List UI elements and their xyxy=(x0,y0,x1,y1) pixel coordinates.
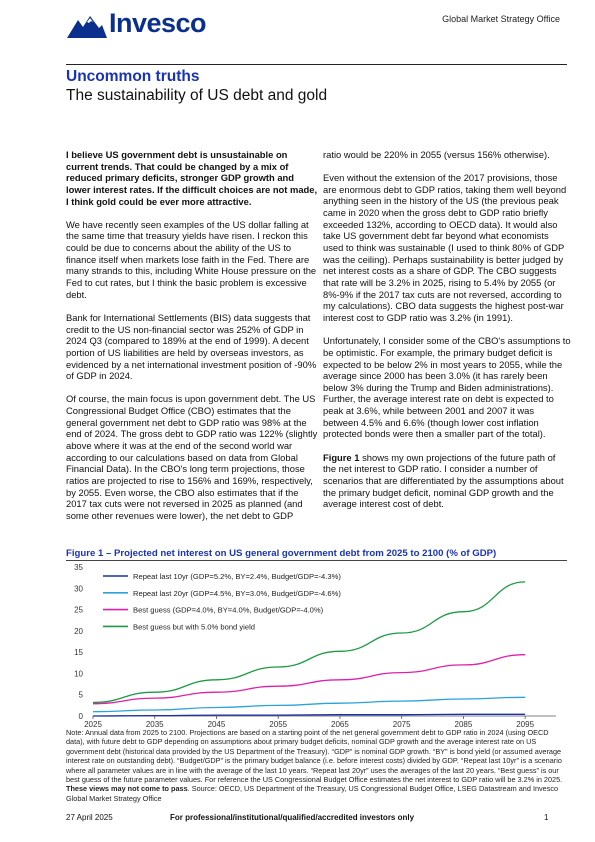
chart-legend xyxy=(103,572,341,631)
legend-label: Best guess (GDP=4.0%, BY=4.0%, Budget/GDP=-4.0%) xyxy=(133,605,324,615)
series-line xyxy=(93,655,525,704)
line-chart xyxy=(66,560,571,730)
figure-title: Figure 1 – Projected net interest on US general government debt from 2025 to 2100 (% of GDP) xyxy=(66,548,497,559)
paragraph: Bank for International Settlements (BIS) data suggests that credit to the US non-financial sector was 252% of GDP in 2024 Q3 (compared to 189% at the end of 1999). A decent portion of US liabilities are held by overseas investors, as evidenced by a net international investment position of -90% of GDP in 2024. xyxy=(66,311,317,382)
y-tick-label: 0 xyxy=(78,712,83,721)
x-tick-label: 2085 xyxy=(454,720,473,729)
x-tick-label: 2025 xyxy=(84,720,102,729)
x-tick-label: 2035 xyxy=(145,720,164,729)
paragraph: Even without the extension of the 2017 provisions, those are enormous debt to GDP ratios, taking them well beyond anything seen in the history of the US (the previous peak came in 2020 when the gross debt to GDP ratio briefly exceeded 132%, according to OECD data). It would also take US government debt far beyond what economists used to think was sustainable (I used to think 80% of GDP was the ceiling). Perhaps sustainability is better judged by net interest costs as a share of GDP. The CBO suggests that rate will be 3.2% in 2025, rising to 5.4% by 2055 (or 8%-9% if the 2017 tax cuts are not reversed, according to my calculations). CBO data suggests the highest post-war interest cost to GDP ratio was 3.2% (in 1991). xyxy=(323,172,567,324)
series-line xyxy=(93,697,525,711)
y-tick-label: 25 xyxy=(74,605,83,615)
office-name: Global Market Strategy Office xyxy=(442,14,560,24)
legend-label: Best guess but with 5.0% bond yield xyxy=(133,622,255,632)
paragraph-text: shows my own projections of the future path of the net interest to GDP ratio. I consider a number of scenarios that are differentiated by the assumptions about the primary budget deficit, nominal GDP growth and the average interest cost of debt. xyxy=(323,451,564,510)
y-tick-label: 5 xyxy=(78,690,83,700)
legend-label: Repeat last 10yr (GDP=5.2%, BY=2.4%, Budget/GDP=-4.3%) xyxy=(133,572,341,581)
page-subtitle: The sustainability of US debt and gold xyxy=(66,87,328,104)
invesco-logo xyxy=(66,10,206,42)
x-tick-label: 2065 xyxy=(331,720,349,729)
y-tick-label: 35 xyxy=(74,563,83,572)
y-tick-label: 10 xyxy=(74,669,83,679)
header-divider xyxy=(66,64,567,65)
y-tick-label: 30 xyxy=(74,584,83,594)
lead-paragraph: I believe US government debt is unsustainable on current trends. That could be changed by a mix of reduced primary deficits, stronger GDP growth and lower interest rates. If the difficult choices are not made, I think gold could be ever more attractive. xyxy=(66,149,318,207)
paragraph: We have recently seen examples of the US dollar falling at the same time that treasury yields have risen. I reckon this could be due to concerns about the ability of the US to finance itself when markets lose faith in the Fed. There are many strands to this, including White House pressure on the Fed to cut rates, but I think the basic problem is excessive debt. xyxy=(66,218,317,300)
paragraph: Unfortunately, I consider some of the CBO's assumptions to be optimistic. For example, the primary budget deficit is expected to be below 2% in most years to 2055, while the average since 2000 has been 3.0% (it has rarely been below 3% during the Trump and Biden administrations). Further, the average interest rate on debt is expected to peak at 3.6%, while between 2001 and 2007 it was between 4.5% and 6.6% (though lower cost inflation protected bonds were then a smaller part of the total). xyxy=(323,335,571,440)
chart-lines xyxy=(93,582,525,716)
y-tick-label: 20 xyxy=(74,626,83,636)
note-source: . Source: OECD, US Department of the Treasury, US Congressional Budget Office, LSEG Datastream and Invesco Global Market Strategy Office xyxy=(66,784,559,803)
figure-note xyxy=(66,728,569,803)
mountain-logo-icon xyxy=(66,10,108,42)
brand-name: Invesco xyxy=(109,8,207,38)
paragraph: ratio would be 220% in 2055 (versus 156% otherwise). xyxy=(323,149,550,160)
x-tick-label: 2075 xyxy=(392,720,411,729)
right-column xyxy=(323,149,571,521)
x-tick-label: 2055 xyxy=(269,720,288,729)
footer-disclaimer: For professional/institutional/qualified/accredited investors only xyxy=(170,813,415,822)
y-tick-label: 15 xyxy=(74,648,83,658)
footer-date: 27 April 2025 xyxy=(66,813,113,822)
x-tick-label: 2095 xyxy=(516,720,535,729)
series-line xyxy=(93,582,525,703)
paragraph xyxy=(323,452,571,510)
note-text: Note: Annual data from 2025 to 2100. Projections are based on a starting point of the net general government debt to GDP ratio in 2024 (using OECD data), with future debt to GDP depending on assumptions about primary budget deficits, nominal GDP growth and the average interest rate on US government debt (historical data provided by the US Department of the Treasury). “GDP” is nominal GDP growth. “BY” is bond yield (or assumed average interest rate on outstanding debt). “Budget/GDP” is the primary budget balance (i.e. before interest costs) divided by GDP. “Repeat last 10yr” is a scenario where all parameter values are in line with the average of the last 10 years. “Repeat last 20yr” uses the averages of the last 20 years. “Best guess” is our best guess of the future parameter values. For reference the US Congressional Budget Office estimates the net interest to GDP ratio will be 3.2% in 2025. xyxy=(66,728,563,785)
legend-label: Repeat last 20yr (GDP=4.5%, BY=3.0%, Budget/GDP=-4.6%) xyxy=(133,588,341,598)
paragraph: Of course, the main focus is upon government debt. The US Congressional Budget Office (CBO) estimates that the general government net debt to GDP ratio was 98% at the end of 2024. The gross debt to GDP ratio was 122% (slightly above where it was at the end of the second world war according to our calculations based on data from Global Financial Data). In the CBO's long term projections, those ratios are projected to rise to 156% and 169%, respectively, by 2055. Even worse, the CBO also estimates that if the 2017 tax cuts were not reversed in 2025 as planned (and some other revenues were lower), the net debt to GDP xyxy=(66,393,318,521)
page-title: Uncommon truths xyxy=(66,68,200,85)
note-warning: These views may not come to pass xyxy=(66,784,188,794)
figure-reference: Figure 1 xyxy=(323,451,360,463)
x-tick-label: 2045 xyxy=(207,720,226,729)
left-column xyxy=(66,149,318,533)
page-number: 1 xyxy=(544,813,549,822)
